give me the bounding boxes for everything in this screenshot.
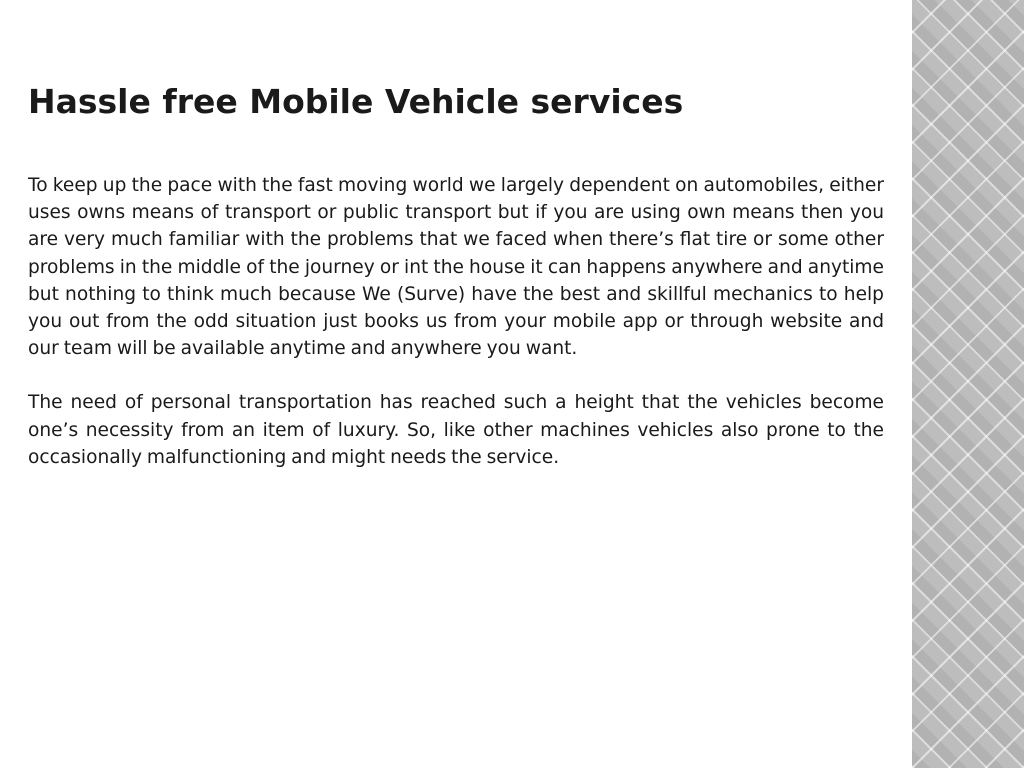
decorative-side-panel <box>912 0 1024 768</box>
body-paragraph-1: To keep up the pace with the fast moving world we largely dependent on automobiles, either uses owns means of transport or public transport but if you are using own means then you are very much familiar with the problems that we faced when there’s flat tire or some other problems in the middle of the journey or int the house it can happens anywhere and anytime but nothing to think much because We (Surve) have the best and skillful mechanics to help you out from the odd situation just books us from your mobile app or through website and our team will be available anytime and anywhere you want. <box>28 175 884 360</box>
slide-title: Hassle free Mobile Vehicle services <box>28 82 684 121</box>
body-paragraph-2: The need of personal transportation has reached such a height that the vehicles become one’s necessity from an item of luxury. So, like other machines vehicles also prone to the occasionally malfunctioning and might needs the service. <box>28 392 884 468</box>
slide-content <box>28 78 884 471</box>
